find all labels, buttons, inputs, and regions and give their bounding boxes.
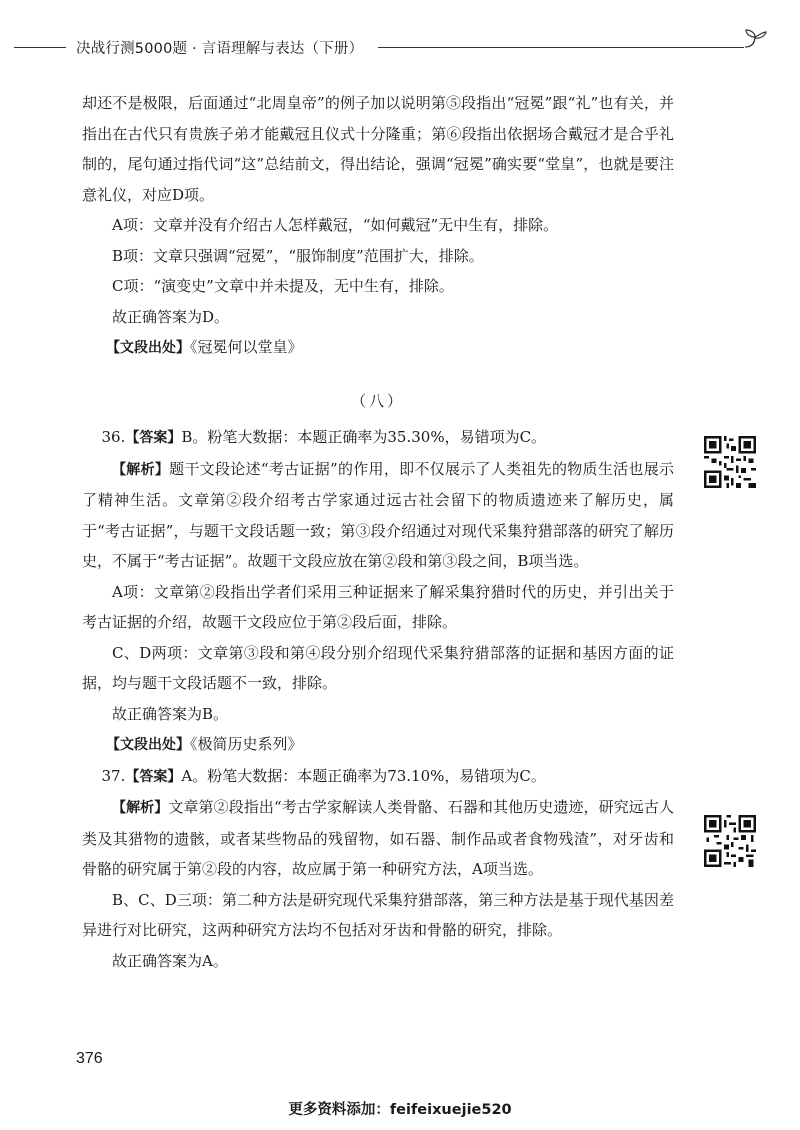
q36-option-a: A项：文章第②段指出学者们采用三种证据来了解采集狩猎时代的历史，并引出关于考古证据的介绍，故题干文段应位于第②段后面，排除。 bbox=[82, 582, 674, 631]
q37-number: 37. bbox=[101, 766, 126, 785]
qr-code-icon[interactable] bbox=[704, 815, 756, 867]
footer-note: 更多资料添加：feifeixuejie520 bbox=[288, 1102, 512, 1118]
q37-answer-line bbox=[82, 761, 674, 793]
option-a-explanation: A项：文章并没有介绍古人怎样戴冠，“如何戴冠”无中生有，排除。 bbox=[112, 216, 559, 234]
q36-analysis-text: 题干文段论述“考古证据”的作用，即不仅展示了人类祖先的物质生活也展示了精神生活。文章第②段介绍考古学家通过远古社会留下的物质遗迹来了解历史，属于“考古证据”，与题干文段话题一致；第③段介绍通过对现代采集狩猎部落的研究了解历史，不属于“考古证据”。故题干文段应放在第②段和第③段之间，B项当选。 bbox=[82, 459, 675, 570]
q36-option-cd: C、D两项：文章第③段和第④段分别介绍现代采集狩猎部落的证据和基因方面的证据，均与题干文段话题不一致，排除。 bbox=[82, 643, 674, 692]
q36-analysis-tag: 【解析】 bbox=[112, 461, 170, 478]
q36-number: 36. bbox=[101, 428, 126, 446]
source-title: 《冠冕何以堂皇》 bbox=[190, 338, 303, 356]
q36-analysis bbox=[82, 454, 674, 577]
q37-analysis-tag: 【解析】 bbox=[112, 800, 169, 816]
leaf-sprout-icon bbox=[733, 28, 773, 54]
q37-analysis bbox=[82, 792, 674, 885]
q36-correct-answer: 故正确答案为B。 bbox=[112, 704, 229, 723]
q36-answer-line bbox=[82, 422, 674, 454]
q37-correct-answer: 故正确答案为A。 bbox=[112, 951, 228, 970]
q36-source-line bbox=[82, 729, 674, 761]
q36-source-title: 《极简历史系列》 bbox=[190, 735, 303, 753]
header-rule-left bbox=[14, 47, 66, 48]
q37-analysis-text: 文章第②段指出“考古学家解读人类骨骼、石器和其他历史遗迹，研究远古人类及其猎物的遗骸，或者某些物品的残留物，如石器、制作品或者食物残渣”，对牙齿和骨骼的研究属于第②段的内容，故应属于第一种研究方法，A项当选。 bbox=[82, 798, 674, 878]
source-tag: 【文段出处】 bbox=[106, 340, 190, 356]
q37-option-bcd: B、C、D三项：第二种方法是研究现代采集狩猎部落，第三种方法是基于现代基因差异进行对比研究，这两种研究方法均不包括对牙齿和骨骼的研究，排除。 bbox=[82, 890, 674, 939]
qr-code-icon[interactable] bbox=[704, 436, 756, 488]
page-header bbox=[0, 28, 800, 68]
q36-answer-text: B。粉笔大数据：本题正确率为35.30%，易错项为C。 bbox=[181, 428, 547, 446]
q36-source-tag: 【文段出处】 bbox=[106, 737, 190, 753]
correct-answer: 故正确答案为D。 bbox=[112, 307, 230, 326]
page-content bbox=[82, 88, 674, 976]
source-line bbox=[82, 332, 674, 364]
q37-answer-text: A。粉笔大数据：本题正确率为73.10%，易错项为C。 bbox=[181, 766, 546, 785]
option-b-explanation: B项：文章只强调“冠冕”，“服饰制度”范围扩大，排除。 bbox=[112, 246, 484, 265]
book-title: 决战行测5000题 · 言语理解与表达（下册） bbox=[76, 41, 364, 57]
q36-answer-tag: 【答案】 bbox=[125, 430, 182, 446]
section-heading: （八） bbox=[350, 391, 405, 410]
header-rule-right bbox=[378, 47, 744, 48]
paragraph-continuation: 却还不是极限，后面通过“北周皇帝”的例子加以说明第⑤段指出“冠冕”跟“礼”也有关，并指出在古代只有贵族子弟才能戴冠且仪式十分隆重；第⑥段指出依据场合戴冠才是合乎礼制的，尾句通过指代词“这”总结前文，得出结论，强调“冠冕”确实要“堂皇”，也就是要注意礼仪，对应D项。 bbox=[82, 94, 674, 204]
page-number: 376 bbox=[76, 1050, 103, 1067]
option-c-explanation: C项：“演变史”文章中并未提及，无中生有，排除。 bbox=[112, 277, 454, 295]
q37-answer-tag: 【答案】 bbox=[125, 768, 182, 785]
